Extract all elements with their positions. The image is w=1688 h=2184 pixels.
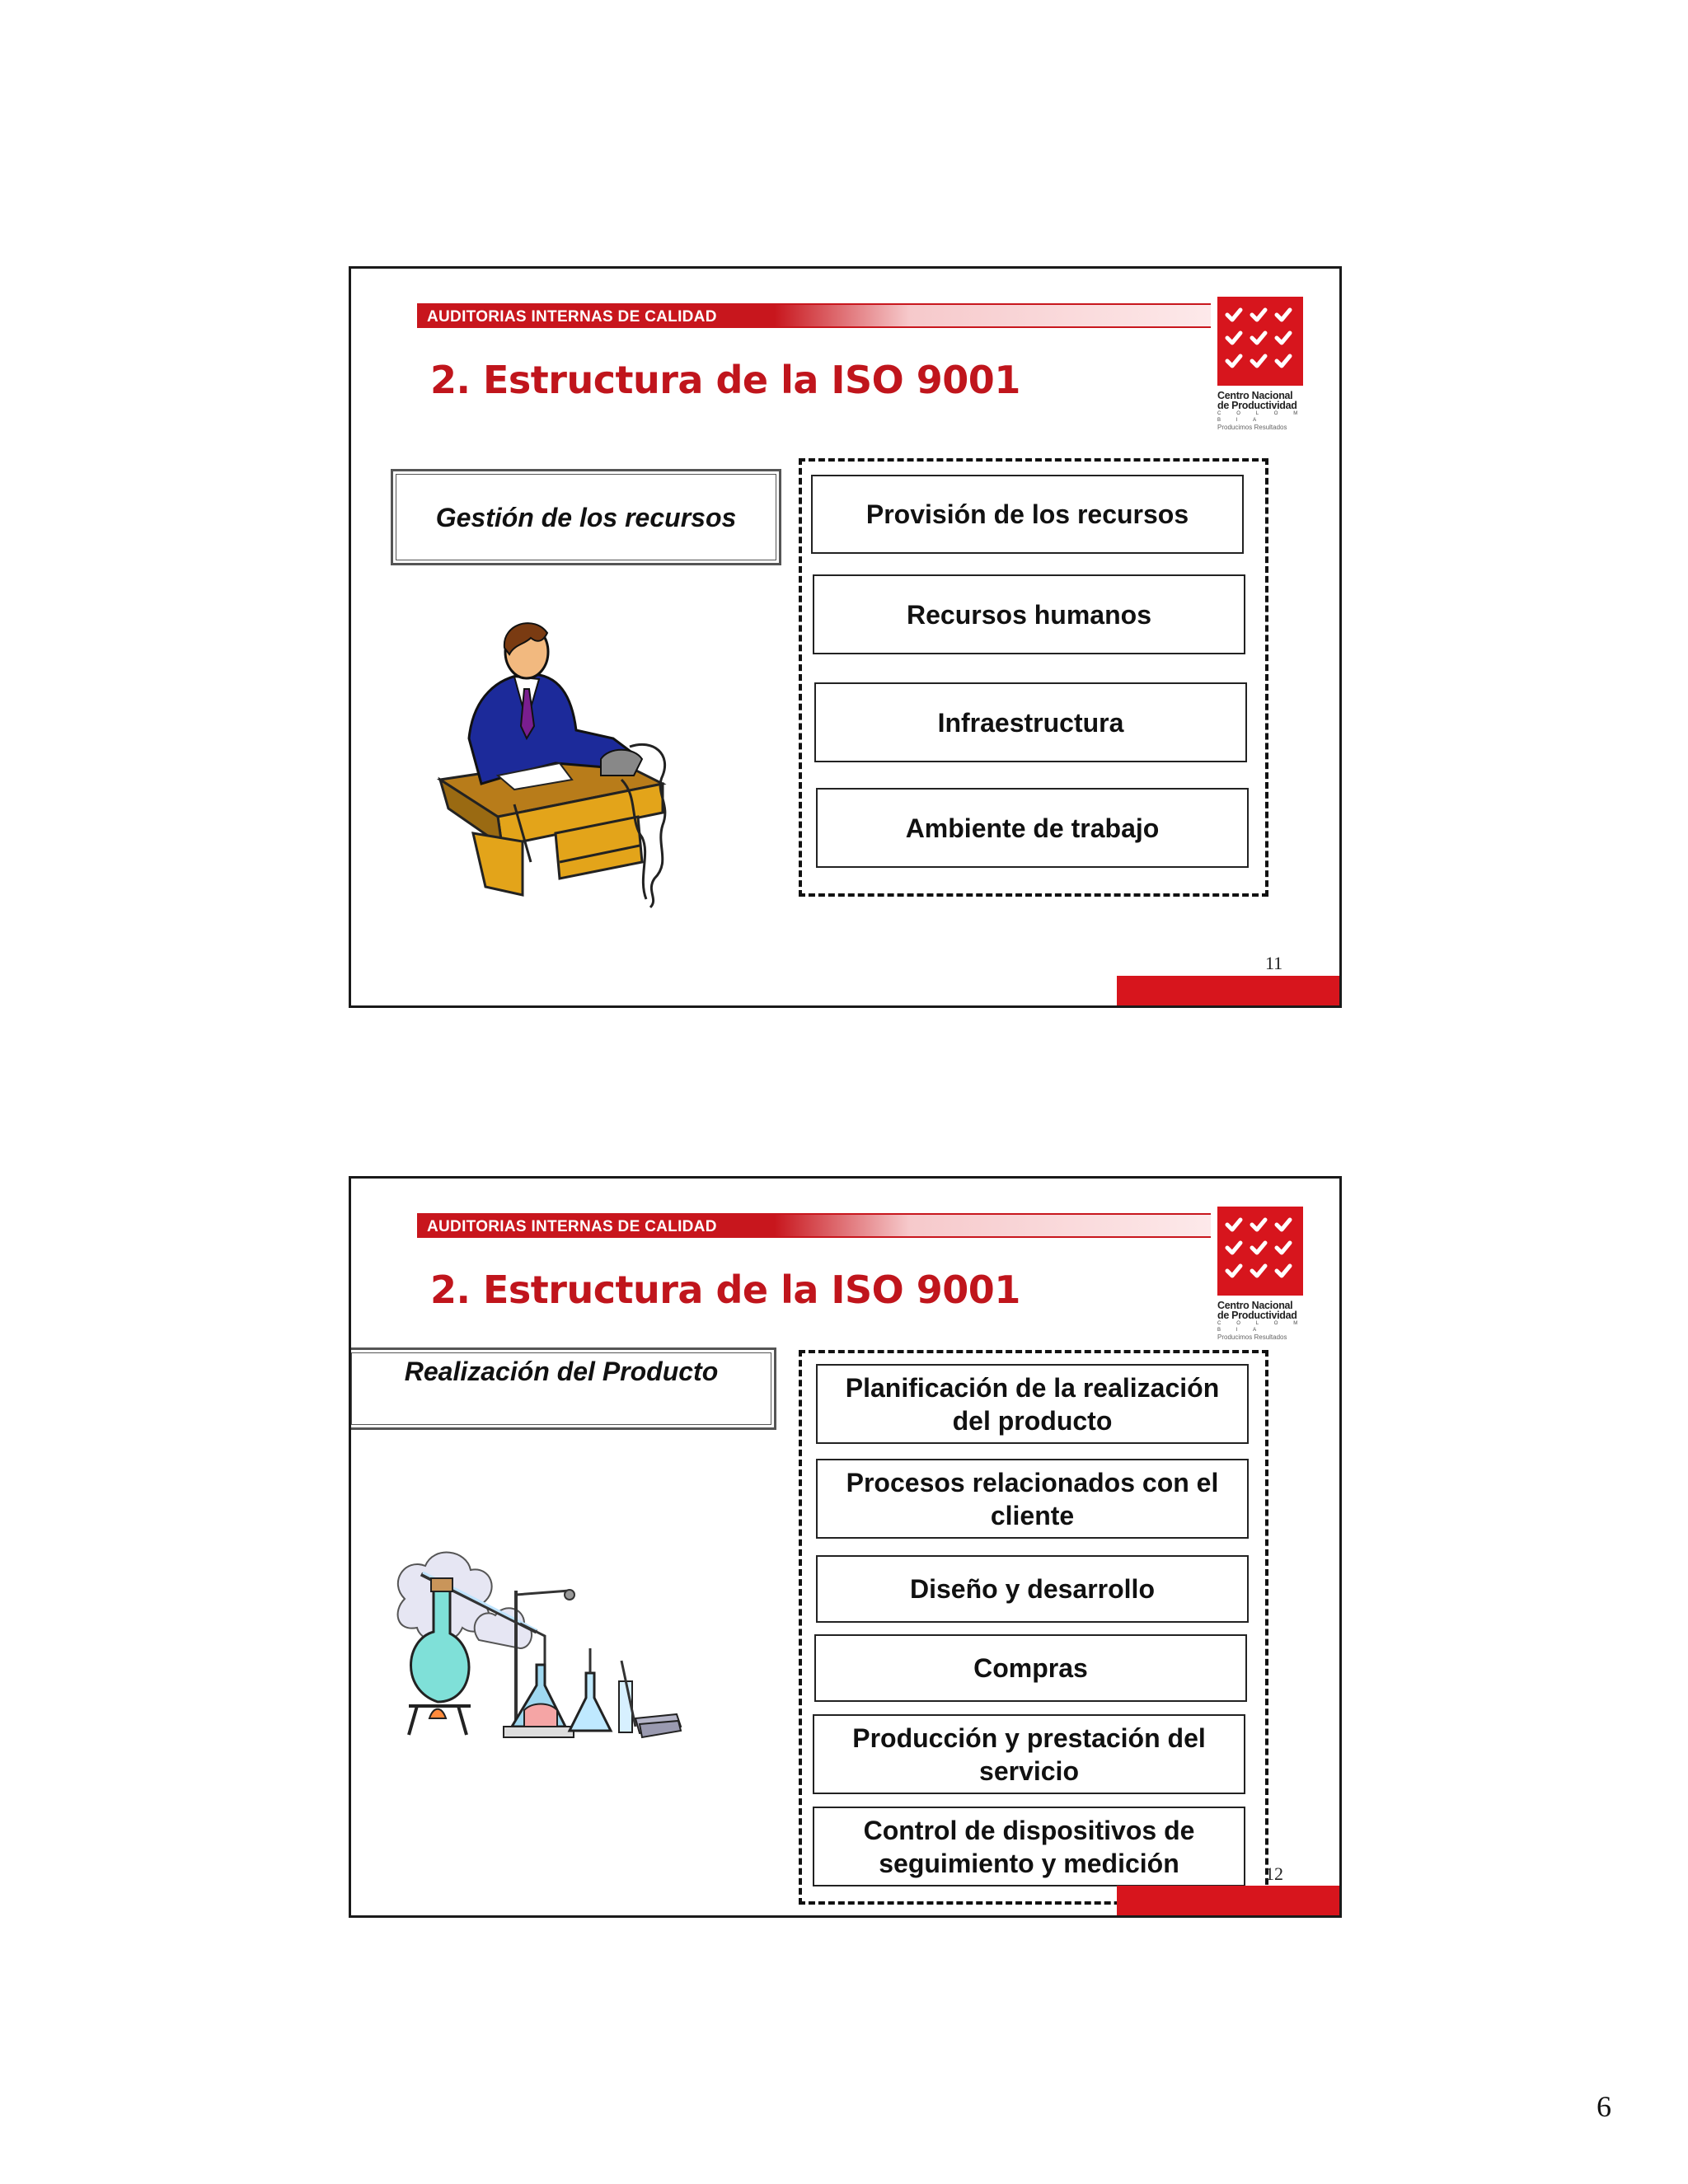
slide-11 [349,266,1342,1008]
item-procesos-cliente: Procesos relacionados con el cliente [816,1459,1249,1539]
document-page-number: 6 [1597,2090,1611,2123]
left-section-box [391,469,781,565]
logo-line1: Centro Nacional [1217,390,1293,401]
slide-title: 2. Estructura de la ISO 9001 [430,1268,1020,1312]
header-band-text: AUDITORIAS INTERNAS DE CALIDAD [427,1218,717,1235]
logo-country: C O L O M B I A [1217,411,1305,423]
slide-page-number: 11 [1265,953,1283,973]
item-provision-recursos: Provisión de los recursos [811,475,1244,554]
logo-line1: Centro Nacional [1217,1300,1293,1311]
slide-page-number: 12 [1265,1863,1283,1884]
cnp-logo [1217,1207,1308,1341]
item-control-dispositivos: Control de dispositivos de seguimiento y medición [813,1807,1245,1886]
left-section-label: Realización del Producto [404,1357,719,1386]
cnp-logo [1217,297,1308,431]
item-planificacion: Planificación de la realización del producto [816,1364,1249,1444]
header-band-text: AUDITORIAS INTERNAS DE CALIDAD [427,308,717,326]
laboratory-illustration-icon [388,1533,685,1751]
logo-line2: de Productividad [1217,1310,1297,1321]
slide-12 [349,1176,1342,1918]
slide-title: 2. Estructura de la ISO 9001 [430,358,1020,402]
left-section-label: Gestión de los recursos [435,503,737,532]
logo-checkmarks-icon [1217,297,1303,386]
logo-tagline: Producimos Resultados [1217,1333,1287,1341]
logo-line2: de Productividad [1217,400,1297,411]
item-compras: Compras [814,1634,1247,1702]
item-diseno-desarrollo: Diseño y desarrollo [816,1555,1249,1623]
header-band [417,303,1211,328]
businessman-illustration-icon [424,615,679,916]
footer-red-bar [1117,1886,1342,1915]
item-recursos-humanos: Recursos humanos [813,574,1245,654]
item-ambiente-trabajo: Ambiente de trabajo [816,788,1249,868]
footer-red-bar [1117,976,1342,1005]
logo-tagline: Producimos Resultados [1217,424,1287,431]
header-band [417,1213,1211,1238]
item-produccion: Producción y prestación del servicio [813,1714,1245,1794]
left-section-box [349,1347,776,1430]
logo-country: C O L O M B I A [1217,1321,1305,1333]
logo-checkmarks-icon [1217,1207,1303,1296]
item-infraestructura: Infraestructura [814,682,1247,762]
